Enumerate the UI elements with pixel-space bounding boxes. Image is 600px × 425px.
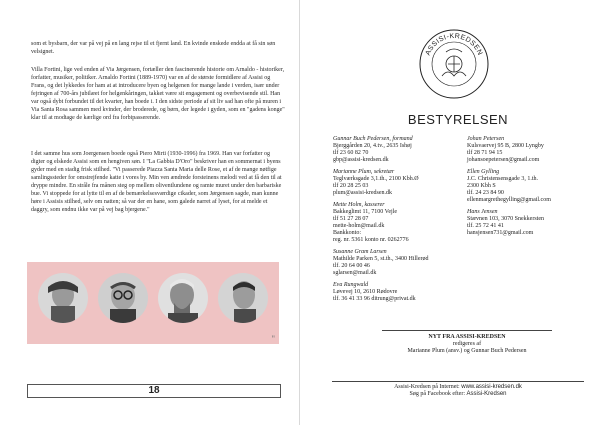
- member-name: Marianne Plum, sekretær: [333, 169, 395, 175]
- bank-label: Bankkonto:: [333, 230, 361, 236]
- member-address: Bakkeglimt 11, 7100 Vejle: [333, 209, 397, 215]
- news-divider: [382, 330, 552, 331]
- footer-divider: [332, 381, 584, 382]
- member-name: Susanne Gram Larsen: [333, 249, 387, 255]
- member-phone: tlf 28 71 94 15: [467, 150, 503, 156]
- member-entry: [333, 249, 478, 277]
- member-entry: [467, 136, 592, 164]
- website-link[interactable]: www.assisi-kredsen.dk: [461, 384, 522, 390]
- member-email: hansjensen731@gmail.com: [467, 230, 534, 236]
- member-email: johansoepetersen@gmail.com: [467, 157, 540, 163]
- member-phone: tlf. 25 72 41 41: [467, 223, 504, 229]
- member-entry: [333, 282, 478, 303]
- footer-web-label: Assisi-Kredsen på Internet:: [394, 384, 462, 390]
- member-entry: [333, 136, 478, 164]
- assisi-kredsen-logo: [418, 28, 490, 100]
- member-email: sglarsen@mail.dk: [333, 270, 377, 276]
- member-address: Stævnen 103, 3070 Snekkersten: [467, 216, 544, 222]
- footer: [332, 384, 584, 398]
- member-phone: tlf. 20 64 00 46: [333, 263, 370, 269]
- portrait-strip: [27, 262, 279, 344]
- quote-mark: ": [271, 334, 275, 344]
- board-members-left: [333, 136, 478, 308]
- paragraph-3: I det samme hus som Joergensen boede også Piero Mirti (1930-1996) fra 1969. Han var forfatter og digter og elskede Assisi som en hengiven søn. I "La Gabbia D'Oro" beskriver han en sommernat i byens gyder med en stadig frisk stilhed. "Vi passerede Piazza Santa Maria delle Rose, et af de mange nøtfige samlingssteder for omstrejfende katte i vores by. Min ven ændrede forsteinens melodi ved at få den til at dryppe mindre. En stråle fra månen steg op mellem oliventlundene og ramte muret under den barbariske bue. Vi stoppede for at lytte til en af de bemærkelsesværdige cikader, som Jørgensen sagde, man kunne høre i Assisis stilhed, selv om natten; så var der en hane, som galede narret af lyset, for at melde et daggry, som endnu ikke var på vej bag bjergene.": [31, 151, 282, 213]
- portrait-1: [38, 273, 88, 323]
- facebook-name: Assisi-Kredsen: [466, 391, 507, 397]
- footer-line-1: [332, 384, 584, 391]
- news-credits: [382, 334, 552, 355]
- member-phone: tlf 23 60 82 70: [333, 150, 369, 156]
- member-name: Johan Petersen: [467, 136, 505, 142]
- board-heading: BESTYRELSEN: [407, 112, 509, 127]
- footer-line-2: [332, 391, 584, 398]
- member-entry: [467, 169, 592, 204]
- member-address: Kulsvaervej 95 B, 2800 Lyngby: [467, 143, 544, 149]
- member-address: Teglværksgade 3,1.th., 2100 Kbh.Ø: [333, 176, 419, 182]
- member-address: Løvevej 10, 2610 Rødovre: [333, 289, 398, 295]
- paragraph-2: Villa Fortini, lige ved enden af Via Jørgensen, fortæller den fascinerende historie om Arnaldo - historiker, forfatter, musiker, politiker. Arnaldo Fortini (1889-1970) var en af de største formidlere af Assisi og Frans, og det lykkedes for ham at at introducere byen og helgenen for mange lande i verden, især under fejringen af 700-års jubilæet for helgenkåringen, takket være sit engagement og overbevisende stil. Han var også dybt forbundet til det kvarter, han boede i. I den sidste periode af sit liv sad han ofte på muren i Via Santa Rosa sammen med kvinder, der broderede, og børn, der legede i gyden, som en "gadens konge" klar til at modtage de kærlige ord fra forbipasserende.: [31, 67, 285, 121]
- member-address: Mathilde Parken 5, st.th., 3400 Hillerød: [333, 256, 429, 262]
- member-email: gbp@assisi-kredsen.dk: [333, 157, 389, 163]
- svg-text:ASSISI-KREDSEN: ASSISI-KREDSEN: [424, 32, 484, 57]
- member-email: mette-holm@mail.dk: [333, 223, 385, 229]
- news-title: NYT FRA ASSISI-KREDSEN: [428, 334, 506, 340]
- portrait-2: [98, 273, 148, 323]
- member-address: J.C. Christensensgade 3, 1.th.: [467, 176, 538, 182]
- member-email: ellenmargrethegylling@gmail.com: [467, 197, 551, 203]
- member-name: Gunnar Buch Pedersen, formand: [333, 136, 413, 142]
- member-phone: tlf. 24 23 84 90: [467, 190, 504, 196]
- member-city: 2300 Kbh S: [467, 183, 496, 189]
- member-name: Hans Jensen: [467, 209, 498, 215]
- right-page: [300, 0, 600, 425]
- member-entry: [333, 202, 478, 244]
- member-email: plum@assisi-kredsen.dk: [333, 190, 393, 196]
- portrait-4: [218, 273, 268, 323]
- board-members-right: [467, 136, 592, 242]
- member-address: Bjerggården 20, 4.tv., 2635 Ishøj: [333, 143, 412, 149]
- member-name: Mette Holm, kasserer: [333, 202, 385, 208]
- bank-account: reg. nr. 5361 konto nr. 0262776: [333, 237, 409, 243]
- page-number: 18: [27, 384, 281, 398]
- member-entry: [467, 209, 592, 237]
- member-phone: tlf 51 27 28 07: [333, 216, 369, 222]
- member-name: Eva Rungwald: [333, 282, 369, 288]
- member-phone: tlf 20 28 25 03: [333, 183, 369, 189]
- news-edited-by: redigeres af: [452, 341, 482, 347]
- portrait-3: [158, 273, 208, 323]
- paragraph-1: som et bysbarn, der var på vej på en lang rejse til et fjernt land. En kvinde enskede endda at få sin søn velsignet.: [31, 41, 276, 55]
- member-phone: tlf. 36 41 33 96 ditrung@privat.dk: [333, 296, 416, 302]
- news-editors: Marianne Plum (ansv.) og Gunnar Buch Pedersen: [407, 348, 527, 354]
- member-name: Ellen Gylling: [467, 169, 500, 175]
- footer-facebook-label: Søg på Facebook efter:: [409, 391, 467, 397]
- member-entry: [333, 169, 478, 197]
